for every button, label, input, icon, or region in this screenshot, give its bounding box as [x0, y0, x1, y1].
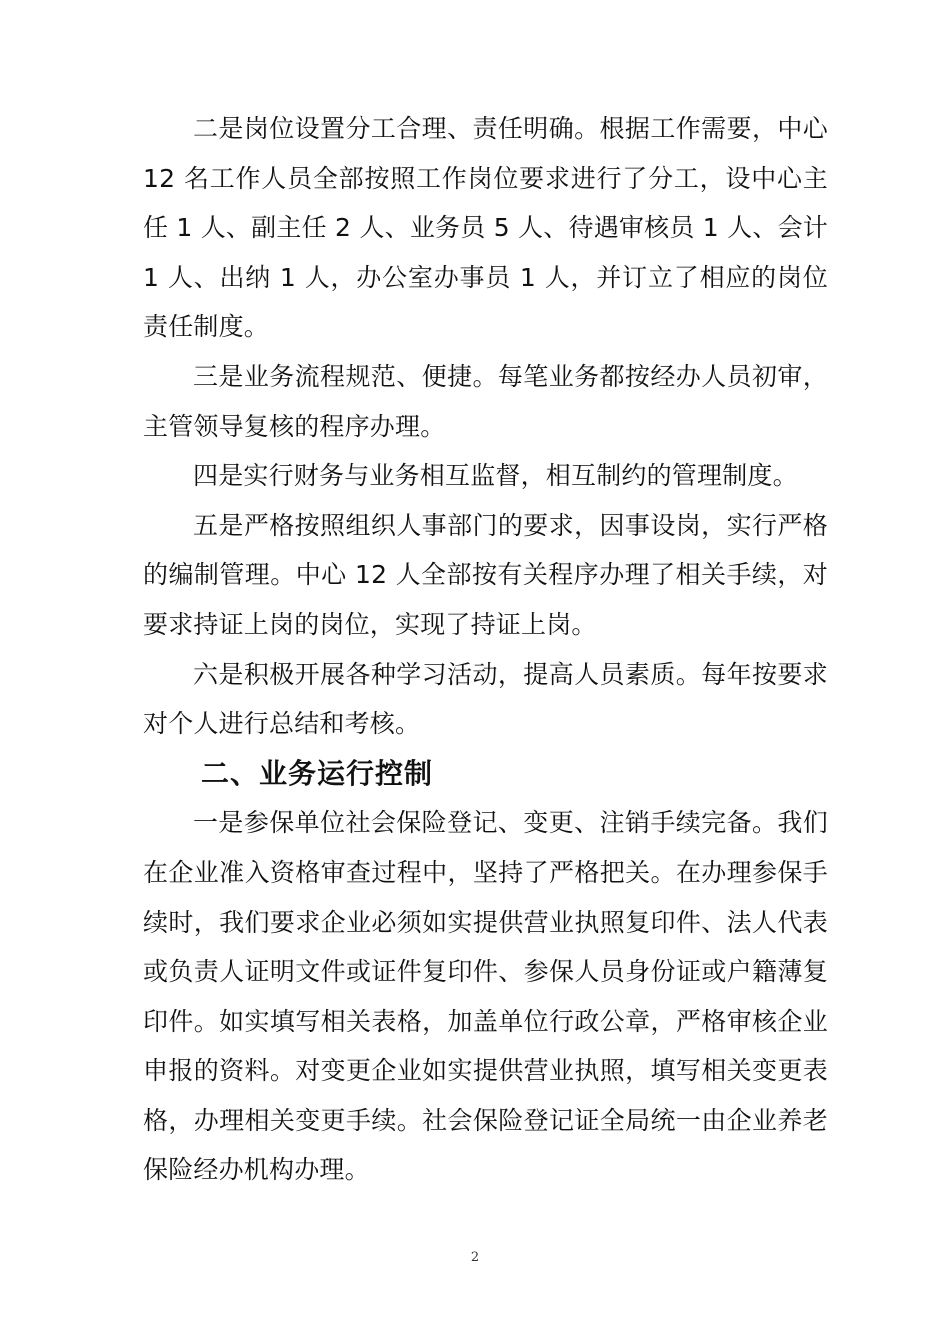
paragraph-registration-procedures: 一是参保单位社会保险登记、变更、注销手续完备。我们在企业准入资格审查过程中，坚持了严格把关。在办理参保手续时，我们要求企业必须如实提供营业执照复印件、法人代表或负责人证明文件或证件复印件、参保人员身份证或户籍薄复印件。如实填写相关表格，加盖单位行政公章，严格审核企业申报的资料。对变更企业如实提供营业执照，填写相关变更表格，办理相关变更手续。社会保险登记证全局统一由企业养老保险经办机构办理。 [143, 808, 828, 1185]
paragraph-learning-activities: 六是积极开展各种学习活动，提高人员素质。每年按要求对个人进行总结和考核。 [143, 659, 828, 739]
page-number: 2 [470, 1250, 480, 1265]
paragraph-job-division: 二是岗位设置分工合理、责任明确。根据工作需要，中心 12 名工作人员全部按照工作岗位要求进行了分工，设中心主任 1 人、副主任 2 人、业务员 5 人、待遇审核员 1 人、会计 1 人、出纳 1 人，办公室办事员 1 人，并订立了相应的岗位责任制度。 [143, 114, 828, 342]
document-body [143, 104, 828, 1195]
paragraph-staffing-management: 五是严格按照组织人事部门的要求，因事设岗，实行严格的编制管理。中心 12 人全部按有关程序办理了相关手续，对要求持证上岗的岗位，实现了持证上岗。 [143, 510, 828, 639]
paragraph-mutual-supervision: 四是实行财务与业务相互监督，相互制约的管理制度。 [193, 461, 798, 491]
paragraph-business-process: 三是业务流程规范、便捷。每笔业务都按经办人员初审，主管领导复核的程序办理。 [143, 361, 828, 441]
section-heading: 二、业务运行控制 [201, 756, 434, 790]
